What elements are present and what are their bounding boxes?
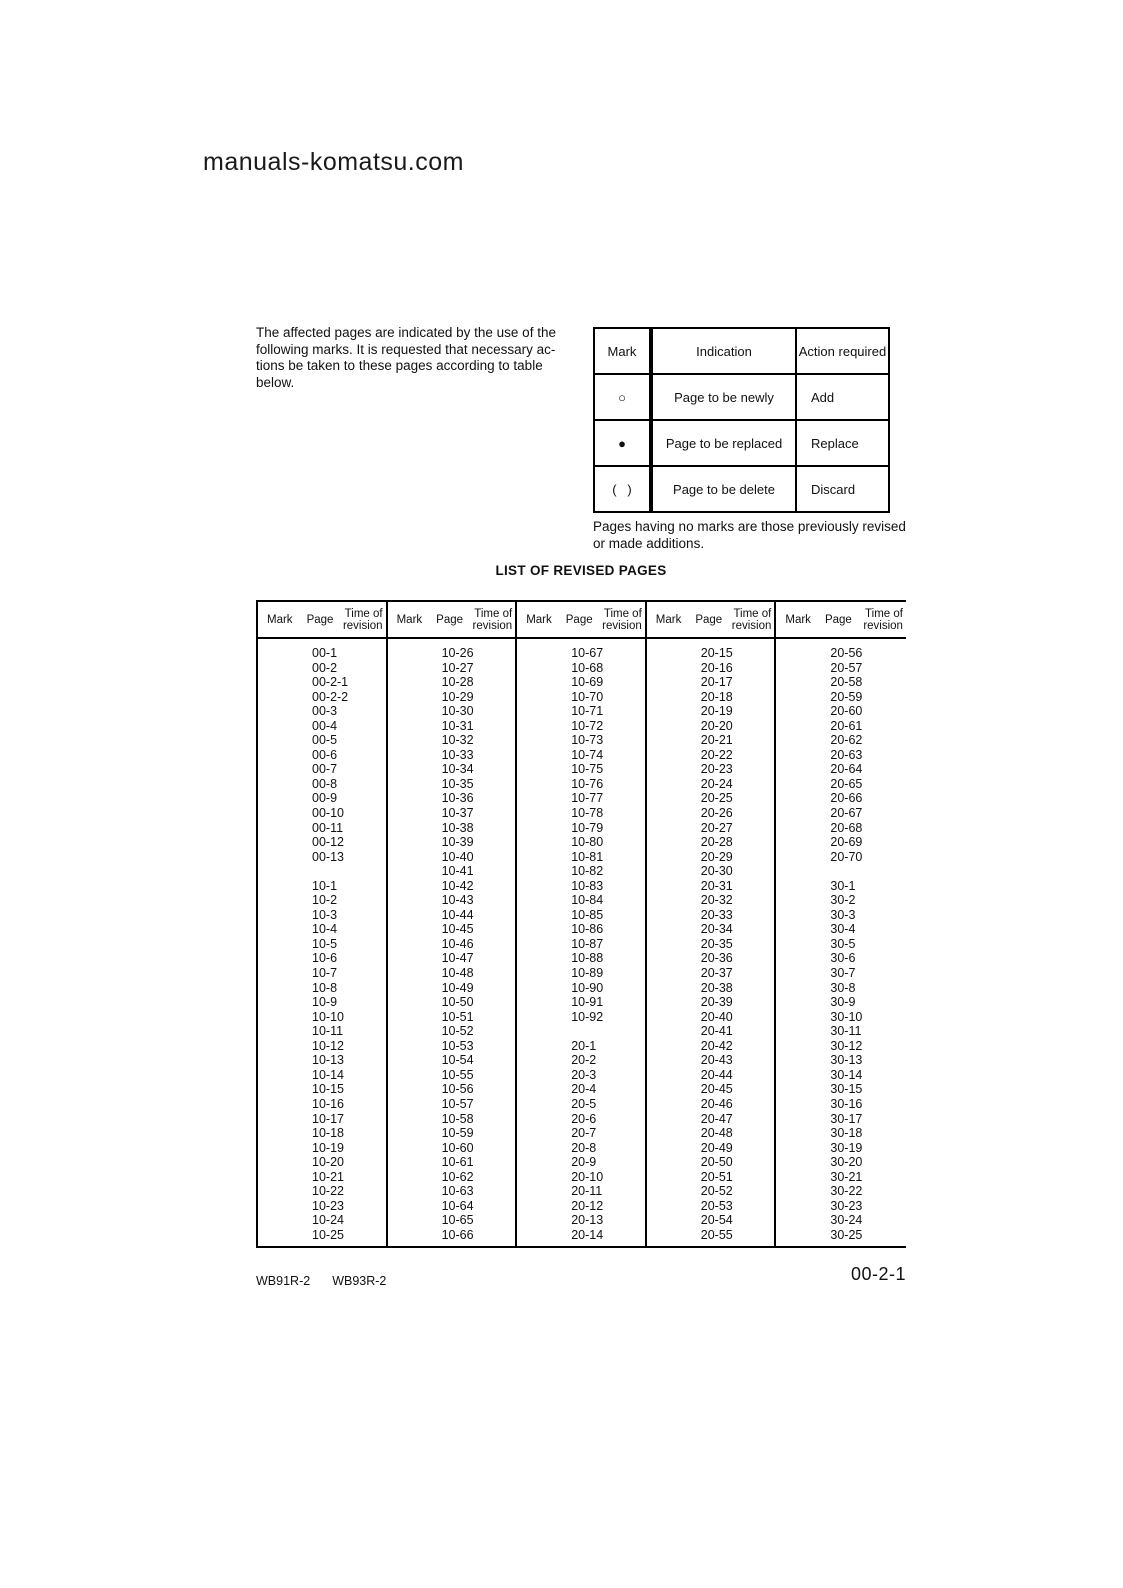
page-number-cell: 30-9 [830, 995, 856, 1010]
time-of-line: Time of [865, 607, 903, 620]
page-number-cell: 20-43 [700, 1053, 733, 1068]
page-number-cell: 10-32 [441, 733, 474, 748]
page-number-cell: 10-77 [571, 791, 604, 806]
col-header-mark: Mark [526, 613, 552, 626]
page-number-cell: 10-61 [441, 1155, 474, 1170]
page-number-cell: 10-73 [571, 733, 604, 748]
page-number-cell: 10-24 [312, 1213, 344, 1228]
mark-legend-table [593, 327, 890, 513]
page-number-cell: 10-5 [312, 936, 338, 951]
page-number-cell: 10-86 [571, 922, 604, 937]
page-number-cell: 30-10 [830, 1009, 863, 1024]
page-number-cell: 10-81 [571, 849, 604, 864]
page-number-cell: 20-47 [700, 1111, 733, 1126]
revised-col-group [517, 602, 647, 1246]
revised-col-group [647, 602, 777, 1246]
page-number-cell: 10-19 [312, 1140, 344, 1155]
open-circle-icon: ○ [594, 374, 651, 420]
page-number-cell: 10-57 [441, 1096, 474, 1111]
page-number-cell: 20-68 [830, 820, 863, 835]
page-number-cell: 00-7 [312, 762, 338, 777]
page-number-cell: 00-8 [312, 776, 338, 791]
revised-col-group [388, 602, 518, 1246]
col-header-time-of-revision [728, 607, 775, 633]
page-number-cell: 30-16 [830, 1096, 863, 1111]
page-number-cell: 20-14 [571, 1227, 604, 1242]
page-number-cell: 00-2-1 [312, 675, 349, 690]
page-number-cell: 10-6 [312, 951, 338, 966]
page-number-cell: 30-17 [830, 1111, 863, 1126]
page-number-cell: 00-13 [312, 849, 344, 864]
page-number-cell: 20-58 [830, 675, 863, 690]
page-number-cell: 30-25 [830, 1227, 863, 1242]
page-number-cell: 10-16 [312, 1096, 344, 1111]
page-number-cell: 10-26 [441, 646, 474, 660]
page-number-cell: 20-39 [700, 995, 733, 1010]
page-number-cell: 20-13 [571, 1213, 604, 1228]
page-number-cell: 10-22 [312, 1184, 344, 1199]
page-number-cell: 20-31 [700, 878, 733, 893]
page-number-cell: 30-22 [830, 1184, 863, 1199]
page-number-cell: 10-91 [571, 995, 604, 1010]
page-number-cell: 20-40 [700, 1009, 733, 1024]
page-number-cell: 20-30 [700, 864, 733, 879]
page-number-cell: 10-1 [312, 878, 338, 893]
page-number-cell: 30-4 [830, 922, 856, 937]
no-marks-note [593, 519, 923, 552]
page-number-cell: 20-5 [571, 1096, 597, 1111]
page-number-cell: 10-10 [312, 1009, 344, 1024]
page-number-cell: 10-78 [571, 806, 604, 821]
page-number-cell: 30-19 [830, 1140, 863, 1155]
page-number-cell: 00-5 [312, 733, 338, 748]
page-number-cell: 30-13 [830, 1053, 863, 1068]
page-number-cell: 10-67 [571, 646, 604, 660]
note-line: Pages having no marks are those previously revised [593, 519, 906, 534]
page-number-cell: 30-2 [830, 893, 856, 908]
page-number-cell: 10-28 [441, 675, 474, 690]
page-number-cell: 20-65 [830, 776, 863, 791]
page-number-cell: 10-25 [312, 1227, 344, 1242]
page-number-cell: 00-6 [312, 747, 338, 762]
page-number-cell: 00-2-2 [312, 689, 349, 704]
page-number-cell: 10-20 [312, 1155, 344, 1170]
mark-legend-row-replace [594, 420, 889, 466]
revised-col-group [258, 602, 388, 1246]
page-number-cell: 20-41 [700, 1024, 733, 1039]
page-number-cell: 30-20 [830, 1155, 863, 1170]
page-number-cell: 30-11 [830, 1024, 862, 1039]
filled-circle-icon: ● [594, 420, 651, 466]
page-number-cell: 10-44 [441, 907, 474, 922]
page-number-cell: 30-6 [830, 951, 856, 966]
page-number-cell: 30-18 [830, 1126, 863, 1141]
page-number-cell: 10-53 [441, 1038, 474, 1053]
page-number-cell: 10-11 [312, 1024, 344, 1039]
page-number-cell: 10-33 [441, 747, 474, 762]
col-header-mark: Mark [396, 613, 423, 626]
page-number-cell: 10-65 [441, 1213, 474, 1228]
page-number-cell: 20-33 [700, 907, 733, 922]
mark-legend-header-row [594, 328, 889, 374]
action-cell: Replace [796, 420, 889, 466]
revision-line: revision [472, 620, 513, 632]
model-code: WB91R-2 [256, 1274, 311, 1288]
page-number-cell: 30-3 [830, 907, 856, 922]
page-number-cell: 10-13 [312, 1053, 344, 1068]
page-number-cell: 10-4 [312, 922, 338, 937]
revision-line: revision [731, 620, 772, 632]
page-number-cell: 10-51 [441, 1009, 474, 1024]
page-number-cell: 20-1 [571, 1038, 597, 1053]
revised-col-body [258, 639, 386, 1242]
page-number-cell: 10-34 [441, 762, 474, 777]
page-number-cell: 20-29 [700, 849, 733, 864]
page-number-cell: 20-48 [700, 1126, 733, 1141]
list-of-revised-pages-title: LIST OF REVISED PAGES [495, 563, 667, 578]
intro-paragraph [256, 325, 596, 391]
page-number-cell: 20-64 [830, 762, 863, 777]
revised-col-group [776, 602, 906, 1246]
revision-line: revision [602, 620, 642, 632]
page-number-cell: 10-74 [571, 747, 604, 762]
page-number-cell: 10-47 [441, 951, 474, 966]
page-number-cell: 10-82 [571, 864, 604, 879]
page-number-cell: 20-28 [700, 835, 733, 850]
page-number-cell: 10-40 [441, 849, 474, 864]
page-number-cell: 20-36 [700, 951, 733, 966]
page-number-cell: 20-19 [700, 704, 733, 719]
intro-line: following marks. It is requested that necessary ac- [256, 341, 556, 357]
page-number-cell: 20-12 [571, 1198, 604, 1213]
page-number-cell: 00-12 [312, 835, 344, 850]
page-number-cell: 20-45 [700, 1082, 733, 1097]
page-number-cell: 10-7 [312, 966, 338, 981]
page-number-cell: 20-38 [700, 980, 733, 995]
action-header: Action required [796, 328, 889, 374]
action-cell: Discard [796, 466, 889, 512]
page-number-cell: 00-10 [312, 806, 344, 821]
page-number-cell: 20-37 [700, 966, 733, 981]
col-header-time-of-revision [339, 607, 386, 633]
page-number-cell: 10-42 [441, 878, 474, 893]
page-number-cell: 10-8 [312, 980, 338, 995]
page-number-cell: 10-66 [441, 1227, 474, 1242]
footer-model-codes [256, 1274, 408, 1288]
page-number-cell: 10-41 [441, 864, 474, 879]
page-number-cell: 10-58 [441, 1111, 474, 1126]
page-number-cell: 20-55 [700, 1227, 733, 1242]
page-number-cell: 20-56 [830, 646, 863, 660]
mark-legend-row-discard [594, 466, 889, 512]
page-number-cell: 30-8 [830, 980, 856, 995]
page-number-cell: 10-54 [441, 1053, 474, 1068]
page-number-cell: 20-44 [700, 1067, 733, 1082]
page-number-cell: 20-66 [830, 791, 863, 806]
page-number-cell: 20-70 [830, 849, 863, 864]
mark-legend-row-add [594, 374, 889, 420]
intro-line: The affected pages are indicated by the use of the [256, 325, 556, 340]
intro-line: below. [256, 374, 295, 390]
revised-col-header [647, 602, 775, 639]
page-number-cell: 20-7 [571, 1126, 597, 1141]
page-number-cell: 20-67 [830, 806, 863, 821]
page-number-cell: 20-2 [571, 1053, 597, 1068]
page-number-cell: 30-23 [830, 1198, 863, 1213]
page-number-cell: 10-69 [571, 675, 604, 690]
page-number-cell: 10-17 [312, 1111, 344, 1126]
page-number-cell: 10-12 [312, 1038, 344, 1053]
page-number-cell: 20-57 [830, 660, 863, 675]
page-number-cell: 20-54 [700, 1213, 733, 1228]
page-number-cell: 30-14 [830, 1067, 863, 1082]
col-header-mark: Mark [785, 613, 811, 626]
page-number-cell: 20-3 [571, 1067, 597, 1082]
page-number-cell: 20-18 [700, 689, 733, 704]
page-number-cell: 10-30 [441, 704, 474, 719]
page-number-cell: 20-6 [571, 1111, 597, 1126]
page-number-cell: 10-39 [441, 835, 474, 850]
page-number-cell: 20-25 [700, 791, 733, 806]
page-number-cell: 10-31 [441, 718, 474, 733]
page-number-cell: 20-46 [700, 1096, 733, 1111]
page-number-cell [258, 864, 386, 879]
indication-header: Indication [651, 328, 796, 374]
page-number-cell [776, 864, 906, 879]
site-watermark: manuals-komatsu.com [203, 148, 464, 176]
page-number-cell: 10-38 [441, 820, 474, 835]
page-number-cell: 20-11 [571, 1184, 603, 1199]
page-number-cell: 10-92 [571, 1009, 604, 1024]
indication-cell: Page to be newly [651, 374, 796, 420]
page-number-cell: 10-50 [441, 995, 474, 1010]
page-number-cell: 10-45 [441, 922, 474, 937]
page-number-cell: 20-10 [571, 1169, 604, 1184]
page-number-cell: 10-3 [312, 907, 338, 922]
col-header-mark: Mark [655, 613, 682, 626]
page-number-cell: 10-21 [312, 1169, 344, 1184]
page-number-cell: 10-72 [571, 718, 604, 733]
page-number-cell [517, 1024, 645, 1039]
page-number-cell: 30-1 [830, 878, 856, 893]
page-number-cell: 10-35 [441, 776, 474, 791]
page-number-cell: 20-69 [830, 835, 863, 850]
page-number-cell: 00-4 [312, 718, 338, 733]
time-of-line: Time of [474, 607, 513, 620]
page-number-cell: 10-2 [312, 893, 338, 908]
page-number-cell: 10-59 [441, 1126, 474, 1141]
page-number-cell: 20-21 [700, 733, 733, 748]
page-number-cell: 10-15 [312, 1082, 344, 1097]
page-number-cell: 00-3 [312, 704, 338, 719]
page-number-cell: 10-80 [571, 835, 604, 850]
page-number-cell: 10-85 [571, 907, 604, 922]
page-number-cell: 10-43 [441, 893, 474, 908]
page-number-cell: 10-89 [571, 966, 604, 981]
page-number-cell: 10-71 [571, 704, 604, 719]
col-header-time-of-revision [598, 607, 645, 633]
page-number-cell: 30-15 [830, 1082, 863, 1097]
revised-pages-table [256, 600, 906, 1248]
model-code: WB93R-2 [332, 1274, 387, 1288]
mark-header: Mark [594, 328, 651, 374]
page-number-cell: 20-50 [700, 1155, 733, 1170]
revised-col-body [776, 639, 906, 1242]
page-number-cell: 20-24 [700, 776, 733, 791]
page-number-cell: 20-42 [700, 1038, 733, 1053]
page-number-cell: 30-24 [830, 1213, 863, 1228]
indication-cell: Page to be replaced [651, 420, 796, 466]
revised-col-header [388, 602, 516, 639]
page-number-cell: 10-56 [441, 1082, 474, 1097]
page-number-cell: 00-1 [312, 646, 338, 660]
page-number-cell: 10-29 [441, 689, 474, 704]
col-header-page: Page [306, 613, 334, 626]
page-number-cell: 10-87 [571, 936, 604, 951]
page-number-cell: 20-23 [700, 762, 733, 777]
revised-col-header [517, 602, 645, 639]
time-of-line: Time of [344, 607, 383, 620]
page-number-cell: 20-62 [830, 733, 863, 748]
note-line: or made additions. [593, 535, 705, 551]
page-number-cell: 10-63 [441, 1184, 474, 1199]
indication-cell: Page to be delete [651, 466, 796, 512]
time-of-line: Time of [603, 607, 642, 620]
page-number-cell: 20-34 [700, 922, 733, 937]
page-number-cell: 20-17 [700, 675, 733, 690]
page-number-cell: 10-88 [571, 951, 604, 966]
col-header-page: Page [824, 613, 852, 626]
page-number-cell: 10-37 [441, 806, 474, 821]
page-number-cell: 10-60 [441, 1140, 474, 1155]
action-cell: Add [796, 374, 889, 420]
page-number-cell: 10-27 [441, 660, 474, 675]
page-number-cell: 20-35 [700, 936, 733, 951]
col-header-mark: Mark [267, 613, 293, 626]
page-number-cell: 20-20 [700, 718, 733, 733]
page-number-cell: 10-62 [441, 1169, 474, 1184]
page-number-cell: 10-90 [571, 980, 604, 995]
revised-col-body [517, 639, 645, 1242]
page-number-cell: 10-55 [441, 1067, 474, 1082]
revised-col-body [388, 639, 516, 1242]
intro-line: tions be taken to these pages according to table [256, 358, 543, 373]
col-header-page: Page [436, 613, 464, 626]
page-number-cell: 10-49 [441, 980, 474, 995]
page-number-cell: 00-2 [312, 660, 338, 675]
footer-page-number: 00-2-1 [850, 1264, 906, 1284]
page-number-cell: 10-14 [312, 1067, 344, 1082]
page-number-cell: 10-83 [571, 878, 604, 893]
page-number-cell: 20-60 [830, 704, 863, 719]
page-number-cell: 20-32 [700, 893, 733, 908]
col-header-page: Page [695, 613, 723, 626]
page-number-cell: 20-15 [700, 646, 733, 660]
page-number-cell: 10-48 [441, 966, 474, 981]
page-number-cell: 20-51 [700, 1169, 733, 1184]
page-number-cell: 00-9 [312, 791, 338, 806]
page-number-cell: 10-79 [571, 820, 604, 835]
page-number-cell: 20-52 [700, 1184, 733, 1199]
time-of-line: Time of [733, 607, 772, 620]
page-number-cell: 20-8 [571, 1140, 597, 1155]
page-number-cell: 20-61 [830, 718, 863, 733]
page-number-cell: 30-21 [830, 1169, 863, 1184]
page-number-cell: 10-9 [312, 995, 338, 1010]
page-number-cell: 10-36 [441, 791, 474, 806]
page-number-cell: 10-70 [571, 689, 604, 704]
page-number-cell: 20-4 [571, 1082, 597, 1097]
page-number-cell: 20-9 [571, 1155, 597, 1170]
col-header-time-of-revision [857, 607, 906, 633]
page-number-cell: 20-63 [830, 747, 863, 762]
page-number-cell: 20-16 [700, 660, 733, 675]
page-number-cell: 10-64 [441, 1198, 474, 1213]
page-number-cell: 20-49 [700, 1140, 733, 1155]
page-number-cell: 10-46 [441, 936, 474, 951]
page-number-cell: 10-76 [571, 776, 604, 791]
revised-col-body [647, 639, 775, 1242]
page-number-cell: 30-5 [830, 936, 856, 951]
page-number-cell: 00-11 [312, 820, 344, 835]
page-number-cell: 10-23 [312, 1198, 344, 1213]
revision-line: revision [342, 620, 383, 632]
page-number-cell: 20-27 [700, 820, 733, 835]
col-header-time-of-revision [469, 607, 516, 633]
col-header-page: Page [565, 613, 593, 626]
revised-col-header [776, 602, 906, 639]
page-number-cell: 30-12 [830, 1038, 863, 1053]
page-number-cell: 10-52 [441, 1024, 474, 1039]
page-number-cell: 10-84 [571, 893, 604, 908]
revision-line: revision [863, 620, 903, 632]
page-number-cell: 30-7 [830, 966, 856, 981]
page-number-cell: 20-59 [830, 689, 863, 704]
page-number-cell: 20-53 [700, 1198, 733, 1213]
page-number-cell: 10-18 [312, 1126, 344, 1141]
parentheses-mark: ( ) [594, 466, 651, 512]
revised-col-header [258, 602, 386, 639]
page-number-cell: 20-22 [700, 747, 733, 762]
page-number-cell: 10-75 [571, 762, 604, 777]
page-number-cell: 20-26 [700, 806, 733, 821]
page-number-cell: 10-68 [571, 660, 604, 675]
